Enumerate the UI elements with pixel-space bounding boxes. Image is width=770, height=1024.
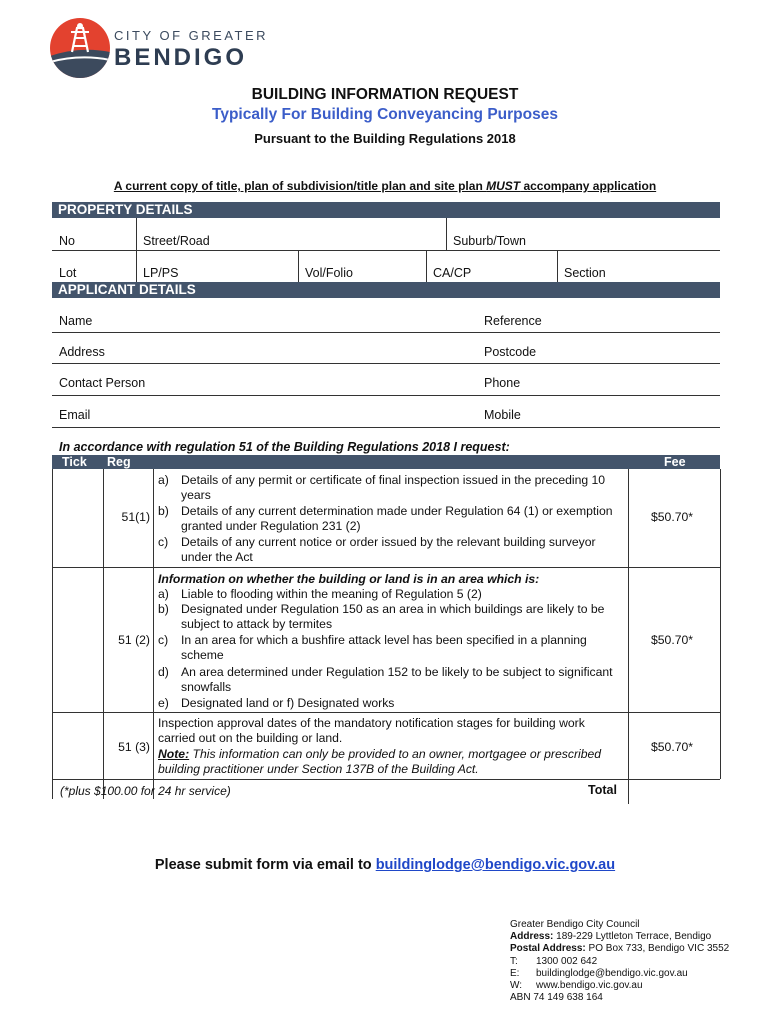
item-text: Details of any current determination made under Regulation 64 (1) or exemption granted under Regulation 231 (2) xyxy=(181,504,613,534)
note-label: Note: xyxy=(158,747,190,761)
fee-51-1: $50.70* xyxy=(651,510,694,524)
divider xyxy=(557,250,558,282)
phone-value: 1300 002 642 xyxy=(536,955,598,967)
item-marker: c) xyxy=(158,633,169,647)
no-label: No xyxy=(59,234,75,248)
note-text: This information can only be provided to an owner, mortgagee or prescribed building practitioner under Section 137B of the Building Act. xyxy=(158,747,602,777)
notice-part-c: accompany application xyxy=(520,179,657,193)
item-text: Designated land or f) Designated works xyxy=(181,696,395,710)
council-email xyxy=(510,968,750,980)
row-51-2-lead: Information on whether the building or land is in an area which is: xyxy=(158,572,540,586)
divider xyxy=(446,218,447,250)
applicant-details-heading: APPLICANT DETAILS xyxy=(52,282,720,298)
email-key: E: xyxy=(510,967,520,979)
item-51-2-e xyxy=(158,696,618,711)
reg-51-1: 51(1) xyxy=(121,510,150,524)
divider xyxy=(426,250,427,282)
submit-text: Please submit form via email to xyxy=(154,857,376,873)
item-51-1-a xyxy=(158,473,618,504)
form-subtitle: Typically For Building Conveyancing Purposes xyxy=(212,106,558,123)
item-marker: b) xyxy=(158,504,169,518)
total-label: Total xyxy=(588,783,617,797)
plus-service-note: (*plus $100.00 for 24 hr service) xyxy=(60,784,231,798)
fee-51-3: $50.70* xyxy=(651,740,694,754)
web-key: W: xyxy=(510,980,523,992)
council-abn: ABN 74 149 638 164 xyxy=(510,992,603,1004)
phone-label: Phone xyxy=(484,376,521,390)
item-51-2-d xyxy=(158,665,618,696)
item-marker: a) xyxy=(158,587,169,601)
reference-label: Reference xyxy=(484,314,542,328)
divider xyxy=(52,363,720,364)
email-value[interactable]: buildinglodge@bendigo.vic.gov.au xyxy=(536,967,688,979)
bendigo-emblem-icon xyxy=(50,18,110,78)
volfolio-label: Vol/Folio xyxy=(305,266,353,280)
divider xyxy=(720,469,721,779)
col-fee: Fee xyxy=(664,455,686,469)
item-51-1-c xyxy=(158,535,618,566)
cacp-label: CA/CP xyxy=(433,266,472,280)
submit-email-link[interactable]: buildinglodge@bendigo.vic.gov.au xyxy=(375,857,616,873)
notice-emphasis: MUST xyxy=(486,179,521,193)
item-marker: c) xyxy=(158,535,169,549)
property-details-heading: PROPERTY DETAILS xyxy=(52,202,720,218)
row-51-3-text: Inspection approval dates of the mandatory notification stages for building work carried out on the building or land. xyxy=(158,716,585,746)
divider xyxy=(52,567,720,568)
divider xyxy=(153,469,154,799)
submit-instruction xyxy=(0,857,770,873)
divider xyxy=(52,395,720,396)
item-51-2-b xyxy=(158,602,618,633)
divider xyxy=(52,779,720,780)
request-intro: In accordance with regulation 51 of the Building Regulations 2018 I request: xyxy=(59,440,510,454)
postcode-label: Postcode xyxy=(484,345,537,359)
divider xyxy=(52,332,720,333)
col-reg: Reg xyxy=(107,455,131,469)
notice-part-a: A current copy of title, plan of subdivision/title plan and site plan xyxy=(113,179,487,193)
item-text: Liable to flooding within the meaning of Regulation 5 (2) xyxy=(181,587,482,601)
item-text: Designated under Regulation 150 as an area in which buildings are likely to be subject to attack by termites xyxy=(181,602,605,632)
item-marker: b) xyxy=(158,602,169,616)
item-text: In an area for which a bushfire attack level has been specified in a planning scheme xyxy=(181,633,587,663)
form-title: BUILDING INFORMATION REQUEST xyxy=(251,86,519,103)
item-text: An area determined under Regulation 152 to be likely to be subject to significant snowfalls xyxy=(181,665,613,695)
contact-label: Contact Person xyxy=(59,376,146,390)
item-51-2-a xyxy=(158,587,618,602)
email-label: Email xyxy=(59,408,91,422)
council-postal xyxy=(510,943,750,955)
logo-line2: BENDIGO xyxy=(114,44,248,71)
web-value[interactable]: www.bendigo.vic.gov.au xyxy=(536,980,643,992)
address-key: Address: xyxy=(510,931,554,943)
section-label: Section xyxy=(564,266,606,280)
col-tick: Tick xyxy=(62,455,87,469)
postal-key: Postal Address: xyxy=(510,943,586,955)
title-requirement-notice xyxy=(0,179,770,193)
suburb-label: Suburb/Town xyxy=(453,234,526,248)
divider xyxy=(298,250,299,282)
divider xyxy=(628,469,629,804)
divider xyxy=(52,250,720,251)
item-51-1-b xyxy=(158,504,618,535)
phone-key: T: xyxy=(510,955,518,967)
item-marker: a) xyxy=(158,473,169,487)
divider xyxy=(52,469,53,799)
reg-51-3: 51 (3) xyxy=(118,740,150,754)
fee-51-2: $50.70* xyxy=(651,633,694,647)
item-51-2-c xyxy=(158,633,618,664)
row-51-3-note xyxy=(158,747,620,778)
mobile-label: Mobile xyxy=(484,408,521,422)
postal-value: PO Box 733, Bendigo VIC 3552 xyxy=(585,943,730,955)
street-label: Street/Road xyxy=(143,234,210,248)
address-label: Address xyxy=(59,345,105,359)
lpps-label: LP/PS xyxy=(143,266,179,280)
council-address xyxy=(510,931,750,943)
council-phone xyxy=(510,956,750,968)
council-web xyxy=(510,980,750,992)
logo-line1: CITY OF GREATER xyxy=(114,28,269,43)
divider xyxy=(52,427,720,428)
item-text: Details of any permit or certificate of final inspection issued in the preceding 10 years xyxy=(181,473,606,503)
address-value: 189-229 Lyttleton Terrace, Bendigo xyxy=(553,931,712,943)
city-logo xyxy=(50,18,270,80)
item-text: Details of any current notice or order issued by the relevant building surveyor under the Act xyxy=(181,535,596,565)
item-marker: e) xyxy=(158,696,169,710)
reg-51-2: 51 (2) xyxy=(118,633,150,647)
item-marker: d) xyxy=(158,665,169,679)
name-label: Name xyxy=(59,314,93,328)
divider xyxy=(52,712,720,713)
council-contact-block xyxy=(510,919,750,1004)
request-table-header xyxy=(52,455,720,469)
lot-label: Lot xyxy=(59,266,77,280)
council-name: Greater Bendigo City Council xyxy=(510,919,640,930)
pursuant-line: Pursuant to the Building Regulations 2018 xyxy=(254,131,516,146)
